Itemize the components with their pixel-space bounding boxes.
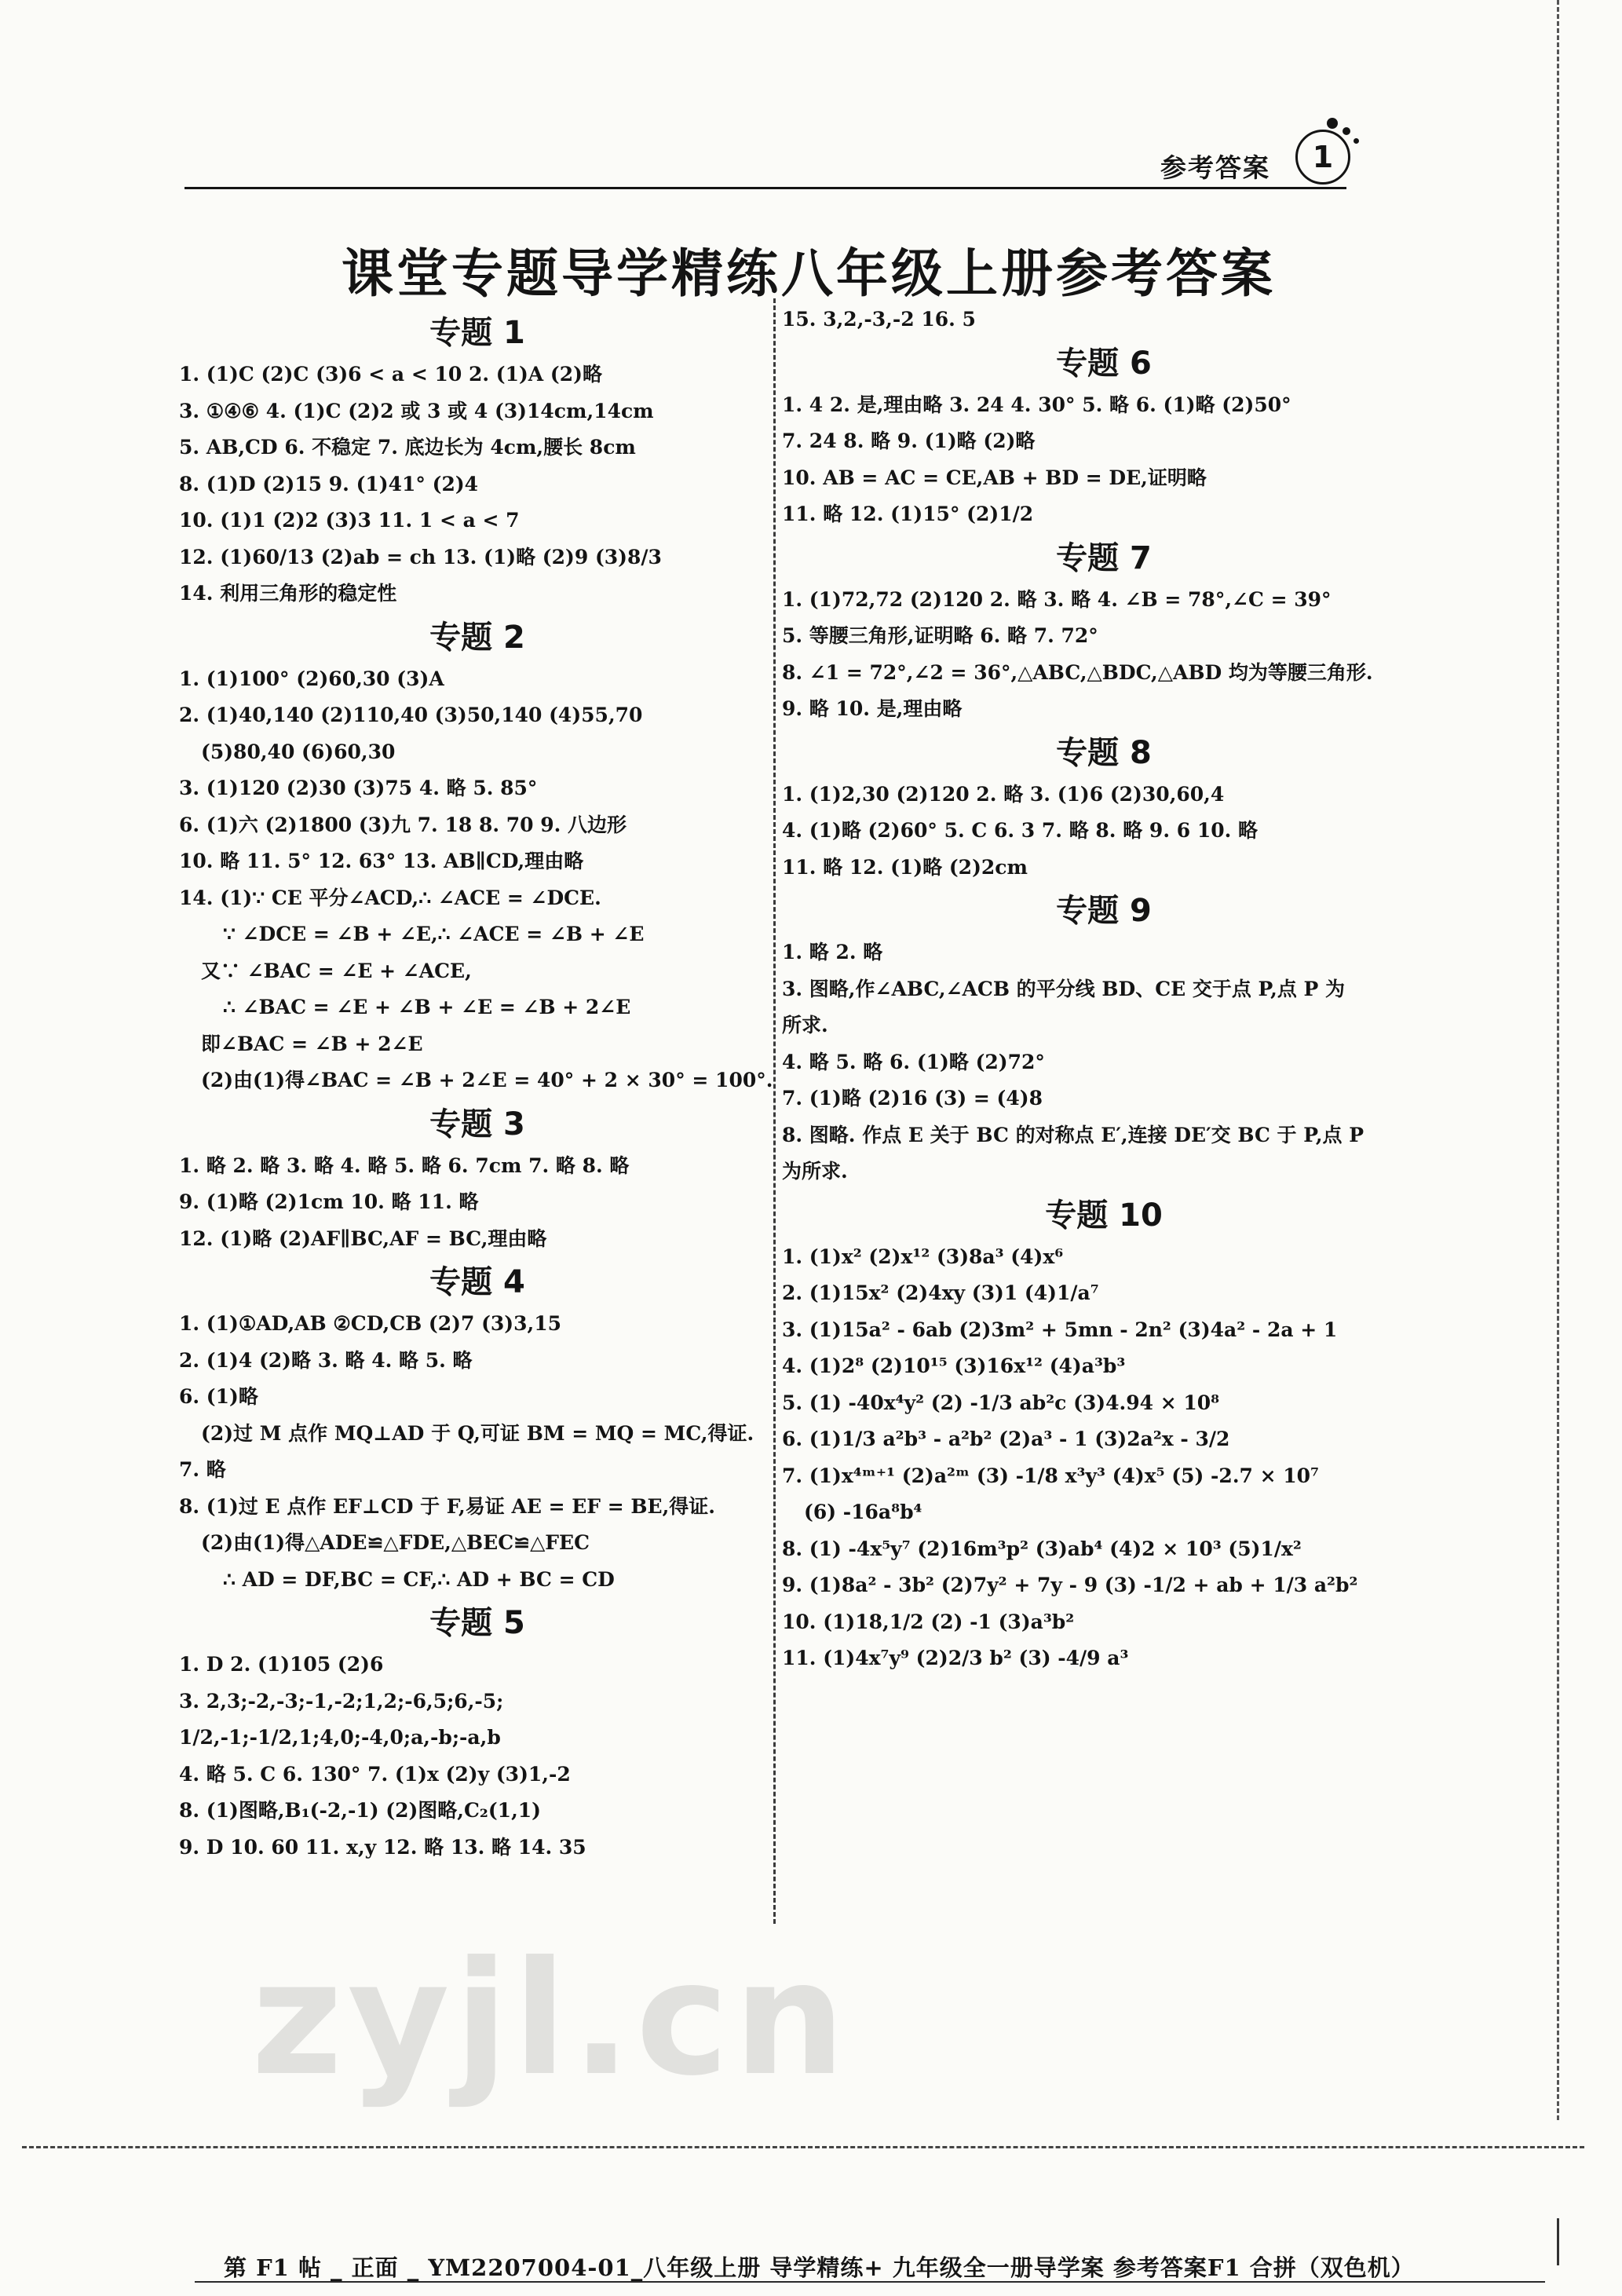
print-footer: 第 F1 帖 _ 正面 _ YM2207004-01_八年级上册 导学精练+ 九年级全一册导学案 参考答案F1 合拼（双色机） <box>224 2254 1415 2281</box>
answer-line: 9. 略 10. 是,理由略 <box>782 697 963 720</box>
answer-line: 6. (1)略 <box>179 1385 258 1408</box>
answer-line: 8. (1)图略,B₁(-2,-1) (2)图略,C₂(1,1) <box>179 1799 541 1822</box>
header-rule <box>184 187 1346 189</box>
answer-line: 所求. <box>782 1014 828 1036</box>
answer-line: 11. 略 12. (1)略 (2)2cm <box>782 855 1028 879</box>
answer-line: ∵ ∠DCE = ∠B + ∠E,∴ ∠ACE = ∠B + ∠E <box>223 923 645 945</box>
section-title: 专题 9 <box>1056 893 1152 929</box>
answer-line: 6. (1)1/3 a²b³ - a²b² (2)a³ - 1 (3)2a²x - 3/2 <box>782 1428 1230 1450</box>
page-title: 课堂专题导学精练八年级上册参考答案 <box>342 243 1276 304</box>
answer-line: 14. 利用三角形的稳定性 <box>179 582 397 605</box>
answer-line: 1. 4 2. 是,理由略 3. 24 4. 30° 5. 略 6. (1)略 (2)50° <box>782 393 1291 416</box>
answer-line: 10. (1)1 (2)2 (3)3 11. 1 < a < 7 <box>179 509 520 532</box>
answer-line: ∴ ∠BAC = ∠E + ∠B + ∠E = ∠B + 2∠E <box>223 996 631 1018</box>
answer-line: 1. D 2. (1)105 (2)6 <box>179 1653 384 1676</box>
footer-rule <box>195 2281 1545 2283</box>
answer-line: (6) -16a⁸b⁴ <box>804 1501 922 1523</box>
answer-line: (2)由(1)得△ADE≌△FDE,△BEC≌△FEC <box>201 1531 590 1554</box>
answer-line: 10. (1)18,1/2 (2) -1 (3)a³b² <box>782 1610 1075 1633</box>
answer-line: 4. (1)2⁸ (2)10¹⁵ (3)16x¹² (4)a³b³ <box>782 1355 1126 1377</box>
answer-line: 5. (1) -40x⁴y² (2) -1/3 ab²c (3)4.94 × 10⁸ <box>782 1391 1220 1414</box>
answer-line: 6. (1)六 (2)1800 (3)九 7. 18 8. 70 9. 八边形 <box>179 813 627 836</box>
answer-line: 8. ∠1 = 72°,∠2 = 36°,△ABC,△BDC,△ABD 均为等腰三角形. <box>782 660 1373 684</box>
answer-line: 3. (1)15a² - 6ab (2)3m² + 5mn - 2n² (3)4a² - 2a + 1 <box>782 1318 1338 1341</box>
answer-line: (5)80,40 (6)60,30 <box>201 740 396 763</box>
left-column <box>179 308 776 1866</box>
answer-line: 1. (1)x² (2)x¹² (3)8a³ (4)x⁶ <box>782 1245 1064 1268</box>
answer-line: 10. AB = AC = CE,AB + BD = DE,证明略 <box>782 466 1207 489</box>
answer-line: 3. ①④⑥ 4. (1)C (2)2 或 3 或 4 (3)14cm,14cm <box>179 399 654 422</box>
answer-line: 8. (1) -4x⁵y⁷ (2)16m³p² (3)ab⁴ (4)2 × 10³ (5)1/x² <box>782 1537 1302 1560</box>
answer-line: 7. 24 8. 略 9. (1)略 (2)略 <box>782 430 1036 452</box>
watermark: zyjl.cn <box>251 1928 850 2111</box>
answer-line: (2)由(1)得∠BAC = ∠B + 2∠E = 40° + 2 × 30° = 100°. <box>201 1069 773 1091</box>
answer-line: 3. (1)120 (2)30 (3)75 4. 略 5. 85° <box>179 777 538 799</box>
answer-line: 1. (1)①AD,AB ②CD,CB (2)7 (3)3,15 <box>179 1312 562 1335</box>
answer-line: 4. 略 5. 略 6. (1)略 (2)72° <box>782 1050 1045 1073</box>
answer-line: 9. D 10. 60 11. x,y 12. 略 13. 略 14. 35 <box>179 1835 586 1859</box>
answer-line: 3. 图略,作∠ABC,∠ACB 的平分线 BD、CE 交于点 P,点 P 为 <box>782 977 1346 1000</box>
answer-line: 4. 略 5. C 6. 130° 7. (1)x (2)y (3)1,-2 <box>179 1762 571 1786</box>
decor-dot-icon <box>1353 138 1359 144</box>
answer-line: 9. (1)略 (2)1cm 10. 略 11. 略 <box>179 1190 479 1213</box>
answer-line: 1. (1)100° (2)60,30 (3)A <box>179 667 444 690</box>
answer-line: 1. (1)2,30 (2)120 2. 略 3. (1)6 (2)30,60,4 <box>782 782 1225 806</box>
corner-tick <box>1557 2218 1559 2265</box>
answer-line: 9. (1)8a² - 3b² (2)7y² + 7y - 9 (3) -1/2 + ab + 1/3 a²b² <box>782 1574 1358 1596</box>
answer-line: 2. (1)40,140 (2)110,40 (3)50,140 (4)55,70 <box>179 704 643 726</box>
answer-line: ∴ AD = DF,BC = CF,∴ AD + BC = CD <box>223 1567 615 1591</box>
side-cut-line <box>1557 0 1559 2120</box>
answer-line: 11. 略 12. (1)15° (2)1/2 <box>782 503 1034 525</box>
answer-line: 又∵ ∠BAC = ∠E + ∠ACE, <box>201 959 472 982</box>
answer-line: 7. 略 <box>179 1458 226 1481</box>
page-number-badge: 1 <box>1295 130 1350 185</box>
answer-line: 14. (1)∵ CE 平分∠ACD,∴ ∠ACE = ∠DCE. <box>179 886 601 909</box>
answer-line: 12. (1)略 (2)AF∥BC,AF = BC,理由略 <box>179 1227 547 1250</box>
answer-line: 1. 略 2. 略 3. 略 4. 略 5. 略 6. 7cm 7. 略 8. 略 <box>179 1153 630 1177</box>
column-divider <box>773 298 776 1924</box>
answer-line: 10. 略 11. 5° 12. 63° 13. AB∥CD,理由略 <box>179 850 584 872</box>
section-title: 专题 8 <box>1056 734 1152 771</box>
answer-line: 即∠BAC = ∠B + 2∠E <box>201 1032 423 1055</box>
decor-dot-icon <box>1327 118 1338 129</box>
section-title: 专题 7 <box>1056 539 1152 576</box>
answer-line: 3. 2,3;-2,-3;-1,-2;1,2;-6,5;6,-5; <box>179 1689 504 1713</box>
answer-line: 8. (1)D (2)15 9. (1)41° (2)4 <box>179 472 479 495</box>
answer-line: 5. AB,CD 6. 不稳定 7. 底边长为 4cm,腰长 8cm <box>179 436 636 459</box>
answer-line: 1. 略 2. 略 <box>782 941 883 963</box>
section-title: 专题 5 <box>429 1605 525 1641</box>
answer-line: 12. (1)60/13 (2)ab = ch 13. (1)略 (2)9 (3)8/3 <box>179 545 662 569</box>
answer-line: 1. (1)72,72 (2)120 2. 略 3. 略 4. ∠B = 78°,∠C = 39° <box>782 587 1332 611</box>
section-title: 专题 3 <box>429 1106 525 1143</box>
header-label: 参考答案 <box>1160 152 1270 183</box>
answer-line: 2. (1)15x² (2)4xy (3)1 (4)1/a⁷ <box>782 1281 1099 1304</box>
answer-line: 为所求. <box>782 1160 848 1183</box>
answer-line: 2. (1)4 (2)略 3. 略 4. 略 5. 略 <box>179 1348 473 1372</box>
answer-line: 8. 图略. 作点 E 关于 BC 的对称点 E′,连接 DE′交 BC 于 P,点 P <box>782 1123 1364 1146</box>
answer-line: 1. (1)C (2)C (3)6 < a < 10 2. (1)A (2)略 <box>179 363 602 386</box>
answer-line: (2)过 M 点作 MQ⊥AD 于 Q,可证 BM = MQ = MC,得证. <box>201 1421 754 1445</box>
section-title: 专题 10 <box>1045 1197 1163 1234</box>
answer-line: 1/2,-1;-1/2,1;4,0;-4,0;a,-b;-a,b <box>179 1726 501 1749</box>
section-title: 专题 4 <box>429 1264 525 1300</box>
answer-line: 11. (1)4x⁷y⁹ (2)2/3 b² (3) -4/9 a³ <box>782 1647 1129 1669</box>
decor-dot-icon <box>1343 127 1350 135</box>
answer-line: 8. (1)过 E 点作 EF⊥CD 于 F,易证 AE = EF = BE,得证. <box>179 1494 716 1518</box>
section-title: 专题 6 <box>1056 345 1152 382</box>
section-title: 专题 1 <box>429 315 525 351</box>
section-title: 专题 2 <box>429 619 525 656</box>
answer-line: 4. (1)略 (2)60° 5. C 6. 3 7. 略 8. 略 9. 6 10. 略 <box>782 819 1259 842</box>
cut-line <box>22 2146 1584 2148</box>
answer-line: 5. 等腰三角形,证明略 6. 略 7. 72° <box>782 624 1098 647</box>
answer-line: 7. (1)x⁴ᵐ⁺¹ (2)a²ᵐ (3) -1/8 x³y³ (4)x⁵ (5) -2.7 × 10⁷ <box>782 1464 1320 1487</box>
answer-line: 15. 3,2,-3,-2 16. 5 <box>782 308 976 331</box>
right-column <box>782 302 1426 1677</box>
answer-line: 7. (1)略 (2)16 (3) = (4)8 <box>782 1087 1043 1110</box>
